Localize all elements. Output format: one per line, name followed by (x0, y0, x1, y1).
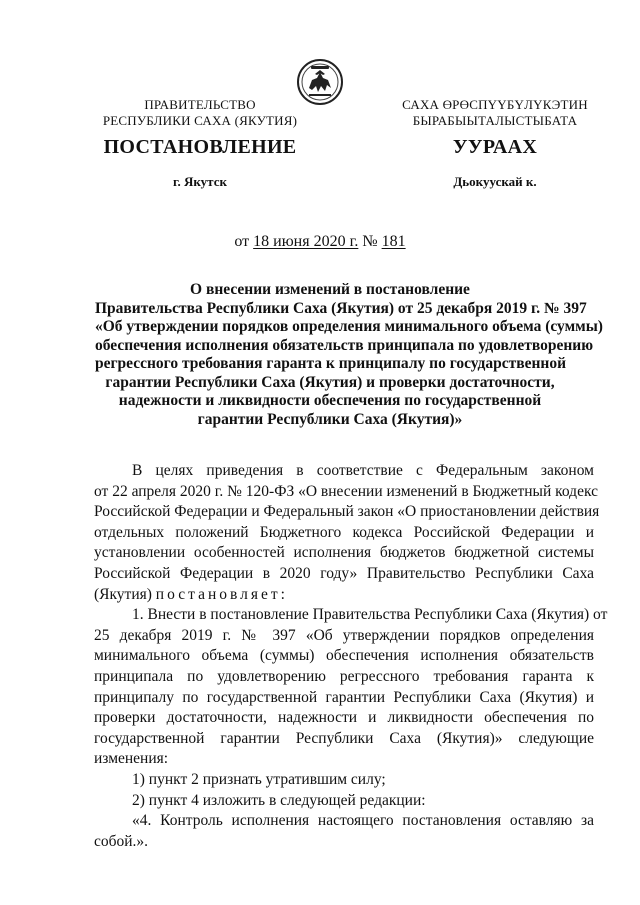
city-russian: г. Якутск (173, 174, 227, 189)
body-line: проверки достаточности, надежности и ликвидности обеспечения по (94, 709, 594, 727)
body-line: принципалу по государственной гарантии Республики Саха (Якутия) и (94, 688, 594, 706)
body-line: отдельных положений Бюджетного кодекса Российской Федерации и (94, 523, 594, 541)
body-line: В целях приведения в соответствие с Федеральным законом (132, 462, 594, 479)
body-line: 1. Внести в постановление Правительства Республики Саха (Якутия) от (132, 606, 608, 624)
title-line: гарантии Республики Саха (Якутия)» (197, 410, 463, 428)
government-name-sakha (365, 97, 625, 129)
title-line: О внесении изменений в постановление (190, 281, 470, 298)
document-body (94, 461, 608, 852)
document-number: 181 (381, 233, 406, 250)
resolves-word: постановляет: (155, 585, 288, 603)
date-prefix: от (234, 233, 250, 250)
doctype-sakha: УУРААХ (452, 136, 538, 158)
body-line (94, 585, 594, 606)
government-name-russian (70, 97, 330, 129)
org-line: ПРАВИТЕЛЬСТВО (144, 97, 256, 112)
body-line: от 22 апреля 2020 г. № 120-ФЗ «О внесении изменений в Бюджетный кодекс (94, 482, 598, 500)
city-sakha: Дьокуускай к. (453, 174, 537, 189)
body-line: изменения: (94, 750, 169, 768)
body-line: Российской Федерации в 2020 году» Правительство Республики Саха (94, 564, 594, 582)
title-line: «Об утверждении порядков определения минимального объема (суммы) (95, 318, 603, 335)
title-line: регрессного требования гаранта к принципалу по государственной (95, 355, 567, 372)
body-line: принципала по удовлетворению регрессного требования гаранта к (94, 667, 594, 685)
sub-item-1: 1) пункт 2 признать утратившим силу; (132, 770, 386, 788)
quoted-text-end: собой.». (94, 832, 149, 850)
org-line: САХА ӨРӨСПҮҮБҮЛҮКЭТИН (402, 97, 588, 112)
document-date: 18 июня 2020 г. (253, 233, 359, 250)
body-line: минимального объема (суммы) обеспечения исполнения обязательств (94, 647, 594, 665)
title-line: надежности и ликвидности обеспечения по государственной (118, 392, 542, 409)
body-line: Российской Федерации и Федеральный закон «О приостановлении действия (94, 503, 600, 521)
body-line: 25 декабря 2019 г. № 397 «Об утверждении порядков определения (94, 626, 594, 644)
body-line: государственной гарантии Республики Саха (Якутия)» следующие (94, 729, 594, 747)
document-date-number (0, 233, 640, 251)
sub-item-2: 2) пункт 4 изложить в следующей редакции: (132, 791, 426, 809)
title-line: обеспечения исполнения обязательств принципала по удовлетворению (95, 336, 594, 354)
quoted-text: «4. Контроль исполнения настоящего постановления оставляю за (132, 812, 594, 830)
title-line: Правительства Республики Саха (Якутия) от 25 декабря 2019 г. № 397 (95, 299, 587, 317)
number-sign: № (362, 233, 378, 250)
preamble-end: (Якутия) (94, 585, 152, 603)
org-line: РЕСПУБЛИКИ САХА (ЯКУТИЯ) (102, 113, 298, 128)
title-line: гарантии Республики Саха (Якутия) и проверки достаточности, (105, 373, 555, 391)
body-line: установлении особенностей исполнения бюджетов бюджетной системы (94, 544, 594, 562)
document-title (95, 281, 603, 429)
org-line: БЫРАБЫЫТАЛЫСТЫБАТА (412, 113, 578, 128)
doctype-russian: ПОСТАНОВЛЕНИЕ (103, 136, 297, 158)
